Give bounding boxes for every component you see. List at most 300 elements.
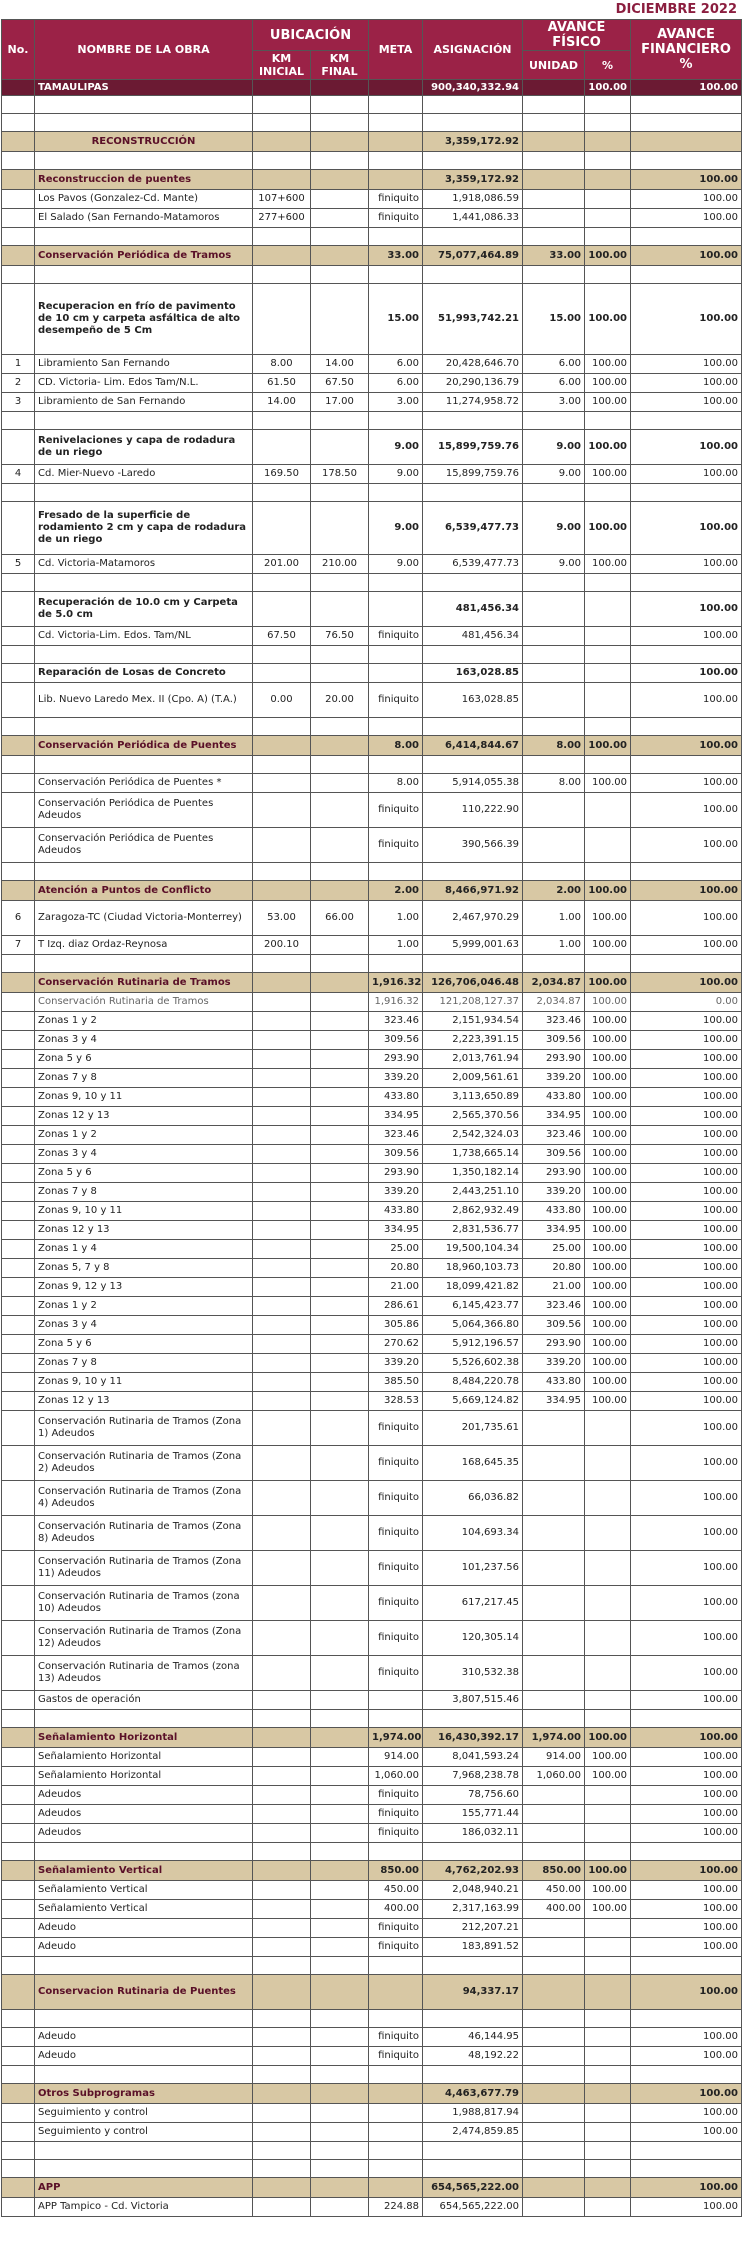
avance-financiero-cell: 100.00	[631, 1031, 742, 1050]
asignacion-cell: 6,539,477.73	[423, 502, 523, 555]
avance-pct-cell: 100.00	[585, 80, 631, 96]
row-number-cell: 5	[2, 555, 35, 574]
avance-pct-cell: 100.00	[585, 374, 631, 393]
table-row	[2, 430, 742, 465]
avance-unidad-cell: 8.00	[523, 774, 585, 793]
km-inicial-cell	[253, 430, 311, 465]
row-number-cell	[2, 1183, 35, 1202]
km-inicial-cell: 107+600	[253, 190, 311, 209]
work-name-cell: Reparación de Losas de Concreto	[35, 664, 253, 683]
avance-pct-cell	[585, 266, 631, 284]
row-number-cell	[2, 973, 35, 993]
spacer-row	[2, 718, 742, 736]
km-final-cell	[311, 1919, 369, 1938]
row-number-cell	[2, 2028, 35, 2047]
work-name-cell	[35, 2066, 253, 2084]
km-inicial-cell: 0.00	[253, 683, 311, 718]
avance-pct-cell: 100.00	[585, 1107, 631, 1126]
work-name-cell: Señalamiento Vertical	[35, 1861, 253, 1881]
table-row	[2, 1900, 742, 1919]
work-name-cell: Gastos de operación	[35, 1691, 253, 1710]
avance-financiero-cell: 100.00	[631, 1824, 742, 1843]
meta-cell: 293.90	[369, 1050, 423, 1069]
km-final-cell	[311, 1481, 369, 1516]
km-final-cell	[311, 1183, 369, 1202]
table-row	[2, 355, 742, 374]
meta-cell: finiquito	[369, 1411, 423, 1446]
works-table	[1, 19, 742, 2217]
avance-financiero-cell: 100.00	[631, 1767, 742, 1786]
km-final-cell	[311, 1031, 369, 1050]
avance-financiero-cell: 100.00	[631, 793, 742, 828]
avance-financiero-cell: 100.00	[631, 1881, 742, 1900]
km-inicial-cell	[253, 1786, 311, 1805]
work-name-cell	[35, 756, 253, 774]
work-name-cell: Zaragoza-TC (Ciudad Victoria-Monterrey)	[35, 901, 253, 936]
km-final-cell	[311, 1335, 369, 1354]
work-name-cell	[35, 863, 253, 881]
km-inicial-cell	[253, 152, 311, 170]
avance-unidad-cell	[523, 863, 585, 881]
avance-financiero-cell: 100.00	[631, 592, 742, 627]
km-inicial-cell	[253, 1183, 311, 1202]
meta-cell	[369, 2084, 423, 2104]
meta-cell	[369, 2142, 423, 2160]
avance-unidad-cell	[523, 266, 585, 284]
work-name-cell: Zonas 12 y 13	[35, 1107, 253, 1126]
avance-unidad-cell	[523, 1710, 585, 1728]
avance-pct-cell	[585, 2066, 631, 2084]
km-inicial-cell	[253, 80, 311, 96]
km-inicial-cell: 277+600	[253, 209, 311, 228]
km-inicial-cell	[253, 1031, 311, 1050]
row-number-cell	[2, 1728, 35, 1748]
section-row	[2, 973, 742, 993]
asignacion-cell	[423, 574, 523, 592]
meta-cell	[369, 266, 423, 284]
avance-pct-cell	[585, 114, 631, 132]
meta-cell: 224.88	[369, 2198, 423, 2217]
avance-unidad-cell: 9.00	[523, 430, 585, 465]
spacer-row	[2, 2160, 742, 2178]
meta-cell: 270.62	[369, 1335, 423, 1354]
avance-financiero-cell: 100.00	[631, 664, 742, 683]
asignacion-cell: 6,414,844.67	[423, 736, 523, 756]
asignacion-cell: 654,565,222.00	[423, 2178, 523, 2198]
km-inicial-cell	[253, 955, 311, 973]
km-final-cell	[311, 2178, 369, 2198]
meta-cell: 2.00	[369, 881, 423, 901]
km-inicial-cell	[253, 1107, 311, 1126]
work-name-cell: Zonas 9, 10 y 11	[35, 1373, 253, 1392]
avance-unidad-cell	[523, 2142, 585, 2160]
avance-pct-cell: 100.00	[585, 973, 631, 993]
avance-financiero-cell: 0.00	[631, 993, 742, 1012]
meta-cell: 6.00	[369, 355, 423, 374]
avance-unidad-cell	[523, 170, 585, 190]
km-final-cell	[311, 1728, 369, 1748]
avance-unidad-cell	[523, 1586, 585, 1621]
work-name-cell: Zonas 1 y 2	[35, 1297, 253, 1316]
meta-cell: 3.00	[369, 393, 423, 412]
avance-unidad-cell	[523, 2047, 585, 2066]
km-inicial-cell	[253, 1240, 311, 1259]
work-name-cell	[35, 2160, 253, 2178]
avance-unidad-cell	[523, 484, 585, 502]
km-final-cell	[311, 1767, 369, 1786]
work-name-cell: Señalamiento Vertical	[35, 1900, 253, 1919]
asignacion-cell: 20,428,646.70	[423, 355, 523, 374]
avance-pct-cell: 100.00	[585, 1126, 631, 1145]
avance-unidad-cell	[523, 2084, 585, 2104]
avance-pct-cell: 100.00	[585, 1881, 631, 1900]
km-final-cell	[311, 1957, 369, 1975]
km-inicial-cell: 67.50	[253, 627, 311, 646]
work-name-cell: Conservación Rutinaria de Tramos (zona 13) Adeudos	[35, 1656, 253, 1691]
avance-pct-cell	[585, 96, 631, 114]
km-inicial-cell	[253, 1881, 311, 1900]
km-inicial-cell	[253, 1938, 311, 1957]
avance-pct-cell: 100.00	[585, 1373, 631, 1392]
avance-financiero-cell: 100.00	[631, 1050, 742, 1069]
work-name-cell: Zonas 1 y 2	[35, 1012, 253, 1031]
km-inicial-cell	[253, 2142, 311, 2160]
header-km-inicial: KM INICIAL	[253, 51, 311, 80]
row-number-cell	[2, 1748, 35, 1767]
asignacion-cell: 2,223,391.15	[423, 1031, 523, 1050]
meta-cell: 339.20	[369, 1354, 423, 1373]
avance-pct-cell	[585, 1957, 631, 1975]
km-final-cell	[311, 2104, 369, 2123]
row-number-cell	[2, 152, 35, 170]
avance-financiero-cell: 100.00	[631, 465, 742, 484]
asignacion-cell: 163,028.85	[423, 683, 523, 718]
table-row	[2, 1354, 742, 1373]
asignacion-cell: 8,041,593.24	[423, 1748, 523, 1767]
avance-financiero-cell: 100.00	[631, 1516, 742, 1551]
km-final-cell	[311, 1221, 369, 1240]
row-number-cell	[2, 574, 35, 592]
km-final-cell	[311, 430, 369, 465]
avance-financiero-cell	[631, 863, 742, 881]
work-name-cell: Conservación Periódica de Puentes Adeudos	[35, 828, 253, 863]
row-number-cell	[2, 1481, 35, 1516]
row-number-cell	[2, 484, 35, 502]
avance-pct-cell	[585, 2142, 631, 2160]
work-name-cell: APP	[35, 2178, 253, 2198]
km-final-cell	[311, 1145, 369, 1164]
meta-cell: 323.46	[369, 1126, 423, 1145]
km-inicial-cell	[253, 502, 311, 555]
section-row	[2, 2084, 742, 2104]
work-name-cell: Zonas 3 y 4	[35, 1031, 253, 1050]
km-inicial-cell	[253, 1691, 311, 1710]
work-name-cell	[35, 2142, 253, 2160]
asignacion-cell: 186,032.11	[423, 1824, 523, 1843]
km-final-cell	[311, 132, 369, 152]
km-inicial-cell	[253, 863, 311, 881]
table-row	[2, 1516, 742, 1551]
meta-cell	[369, 80, 423, 96]
table-row	[2, 1586, 742, 1621]
avance-pct-cell	[585, 2160, 631, 2178]
avance-unidad-cell	[523, 96, 585, 114]
meta-cell	[369, 2104, 423, 2123]
avance-pct-cell	[585, 2084, 631, 2104]
km-inicial-cell	[253, 1069, 311, 1088]
row-number-cell	[2, 664, 35, 683]
spacer-row	[2, 1957, 742, 1975]
work-name-cell: Recuperación de 10.0 cm y Carpeta de 5.0 cm	[35, 592, 253, 627]
avance-pct-cell	[585, 2178, 631, 2198]
row-number-cell	[2, 1012, 35, 1031]
row-number-cell	[2, 1900, 35, 1919]
work-name-cell	[35, 1957, 253, 1975]
km-inicial-cell	[253, 2084, 311, 2104]
table-row	[2, 1411, 742, 1446]
km-final-cell	[311, 1881, 369, 1900]
km-final-cell	[311, 2123, 369, 2142]
asignacion-cell: 481,456.34	[423, 592, 523, 627]
work-name-cell: Señalamiento Horizontal	[35, 1728, 253, 1748]
avance-pct-cell: 100.00	[585, 1031, 631, 1050]
meta-cell: 33.00	[369, 246, 423, 266]
avance-pct-cell	[585, 1446, 631, 1481]
asignacion-cell: 3,113,650.89	[423, 1088, 523, 1107]
meta-cell	[369, 96, 423, 114]
work-name-cell	[35, 574, 253, 592]
km-inicial-cell	[253, 2160, 311, 2178]
meta-cell: finiquito	[369, 1656, 423, 1691]
km-final-cell: 67.50	[311, 374, 369, 393]
km-final-cell	[311, 1551, 369, 1586]
work-name-cell: Fresado de la superficie de rodamiento 2 cm y capa de rodadura de un riego	[35, 502, 253, 555]
avance-financiero-cell: 100.00	[631, 1919, 742, 1938]
avance-financiero-cell: 100.00	[631, 190, 742, 209]
table-row	[2, 627, 742, 646]
avance-financiero-cell: 100.00	[631, 1786, 742, 1805]
asignacion-cell: 3,807,515.46	[423, 1691, 523, 1710]
avance-financiero-cell: 100.00	[631, 1164, 742, 1183]
avance-financiero-cell: 100.00	[631, 2178, 742, 2198]
work-name-cell: Reconstruccion de puentes	[35, 170, 253, 190]
section-row	[2, 881, 742, 901]
avance-financiero-cell: 100.00	[631, 1938, 742, 1957]
km-final-cell	[311, 828, 369, 863]
avance-unidad-cell	[523, 1481, 585, 1516]
asignacion-cell: 15,899,759.76	[423, 465, 523, 484]
asignacion-cell: 5,669,124.82	[423, 1392, 523, 1411]
avance-financiero-cell: 100.00	[631, 1621, 742, 1656]
spacer-row	[2, 955, 742, 973]
avance-pct-cell: 100.00	[585, 502, 631, 555]
avance-unidad-cell: 309.56	[523, 1145, 585, 1164]
work-name-cell: Libramiento de San Fernando	[35, 393, 253, 412]
asignacion-cell: 1,350,182.14	[423, 1164, 523, 1183]
km-final-cell	[311, 1748, 369, 1767]
avance-unidad-cell: 1.00	[523, 901, 585, 936]
meta-cell: 339.20	[369, 1069, 423, 1088]
spacer-row	[2, 412, 742, 430]
work-name-cell: El Salado (San Fernando-Matamoros	[35, 209, 253, 228]
avance-pct-cell	[585, 170, 631, 190]
avance-financiero-cell: 100.00	[631, 1107, 742, 1126]
km-inicial-cell	[253, 1551, 311, 1586]
km-final-cell	[311, 1297, 369, 1316]
asignacion-cell: 19,500,104.34	[423, 1240, 523, 1259]
km-inicial-cell	[253, 1975, 311, 2010]
km-inicial-cell	[253, 246, 311, 266]
avance-financiero-cell	[631, 266, 742, 284]
asignacion-cell: 168,645.35	[423, 1446, 523, 1481]
asignacion-cell: 4,762,202.93	[423, 1861, 523, 1881]
work-name-cell	[35, 96, 253, 114]
row-number-cell	[2, 132, 35, 152]
km-inicial-cell	[253, 1586, 311, 1621]
km-final-cell	[311, 1843, 369, 1861]
km-final-cell	[311, 114, 369, 132]
work-name-cell: Atención a Puntos de Conflicto	[35, 881, 253, 901]
km-final-cell	[311, 1621, 369, 1656]
avance-financiero-cell: 100.00	[631, 430, 742, 465]
avance-financiero-cell: 100.00	[631, 1259, 742, 1278]
row-number-cell: 1	[2, 355, 35, 374]
avance-unidad-cell: 9.00	[523, 502, 585, 555]
row-number-cell	[2, 1411, 35, 1446]
work-name-cell	[35, 228, 253, 246]
avance-financiero-cell: 100.00	[631, 1316, 742, 1335]
km-final-cell: 178.50	[311, 465, 369, 484]
avance-financiero-cell	[631, 412, 742, 430]
meta-cell: 323.46	[369, 1012, 423, 1031]
meta-cell	[369, 132, 423, 152]
km-final-cell	[311, 2028, 369, 2047]
row-number-cell	[2, 718, 35, 736]
km-inicial-cell	[253, 756, 311, 774]
meta-cell: 15.00	[369, 284, 423, 355]
work-name-cell: Zonas 7 y 8	[35, 1354, 253, 1373]
avance-pct-cell	[585, 1691, 631, 1710]
avance-financiero-cell: 100.00	[631, 1481, 742, 1516]
meta-cell: 9.00	[369, 465, 423, 484]
spacer-row	[2, 756, 742, 774]
avance-unidad-cell	[523, 1621, 585, 1656]
table-row	[2, 1221, 742, 1240]
table-row	[2, 1786, 742, 1805]
asignacion-cell: 66,036.82	[423, 1481, 523, 1516]
meta-cell: 328.53	[369, 1392, 423, 1411]
row-number-cell	[2, 2047, 35, 2066]
row-number-cell	[2, 1767, 35, 1786]
table-row	[2, 1259, 742, 1278]
row-number-cell	[2, 1031, 35, 1050]
km-inicial-cell	[253, 1050, 311, 1069]
avance-unidad-cell	[523, 1516, 585, 1551]
avance-pct-cell	[585, 1975, 631, 2010]
meta-cell: 309.56	[369, 1031, 423, 1050]
row-number-cell	[2, 114, 35, 132]
work-name-cell: Seguimiento y control	[35, 2104, 253, 2123]
avance-unidad-cell	[523, 1843, 585, 1861]
avance-pct-cell	[585, 2104, 631, 2123]
meta-cell: finiquito	[369, 1786, 423, 1805]
meta-cell	[369, 2160, 423, 2178]
avance-pct-cell	[585, 664, 631, 683]
table-row	[2, 828, 742, 863]
meta-cell: finiquito	[369, 1551, 423, 1586]
avance-financiero-cell	[631, 2142, 742, 2160]
avance-pct-cell: 100.00	[585, 284, 631, 355]
work-name-cell	[35, 646, 253, 664]
km-inicial-cell	[253, 1957, 311, 1975]
km-final-cell	[311, 1316, 369, 1335]
row-number-cell	[2, 502, 35, 555]
avance-financiero-cell: 100.00	[631, 2047, 742, 2066]
km-inicial-cell	[253, 828, 311, 863]
meta-cell: 20.80	[369, 1259, 423, 1278]
asignacion-cell: 5,912,196.57	[423, 1335, 523, 1354]
avance-unidad-cell	[523, 1551, 585, 1586]
km-inicial-cell	[253, 1411, 311, 1446]
avance-financiero-cell: 100.00	[631, 1297, 742, 1316]
avance-pct-cell	[585, 2028, 631, 2047]
meta-cell: 339.20	[369, 1183, 423, 1202]
avance-financiero-cell: 100.00	[631, 901, 742, 936]
km-final-cell	[311, 1938, 369, 1957]
avance-unidad-cell: 339.20	[523, 1354, 585, 1373]
work-name-cell	[35, 152, 253, 170]
work-name-cell: APP Tampico - Cd. Victoria	[35, 2198, 253, 2217]
meta-cell	[369, 2123, 423, 2142]
asignacion-cell: 2,048,940.21	[423, 1881, 523, 1900]
row-number-cell	[2, 2160, 35, 2178]
table-row	[2, 664, 742, 683]
avance-pct-cell	[585, 863, 631, 881]
table-row	[2, 209, 742, 228]
avance-financiero-cell	[631, 1843, 742, 1861]
asignacion-cell: 201,735.61	[423, 1411, 523, 1446]
avance-pct-cell	[585, 646, 631, 664]
km-inicial-cell	[253, 1481, 311, 1516]
avance-unidad-cell	[523, 1691, 585, 1710]
asignacion-cell	[423, 2160, 523, 2178]
km-inicial-cell	[253, 993, 311, 1012]
meta-cell: finiquito	[369, 683, 423, 718]
avance-unidad-cell: 334.95	[523, 1107, 585, 1126]
table-row	[2, 1938, 742, 1957]
avance-unidad-cell: 433.80	[523, 1202, 585, 1221]
meta-cell: 433.80	[369, 1088, 423, 1107]
table-row	[2, 1824, 742, 1843]
work-name-cell: Conservación Rutinaria de Tramos (Zona 2) Adeudos	[35, 1446, 253, 1481]
avance-unidad-cell	[523, 646, 585, 664]
work-name-cell: Conservación Periódica de Puentes *	[35, 774, 253, 793]
km-inicial-cell	[253, 646, 311, 664]
km-final-cell	[311, 664, 369, 683]
row-number-cell	[2, 190, 35, 209]
avance-pct-cell	[585, 1786, 631, 1805]
row-number-cell	[2, 2066, 35, 2084]
avance-pct-cell: 100.00	[585, 1392, 631, 1411]
km-final-cell	[311, 1259, 369, 1278]
meta-cell: 286.61	[369, 1297, 423, 1316]
avance-unidad-cell	[523, 209, 585, 228]
meta-cell: 334.95	[369, 1221, 423, 1240]
meta-cell: 850.00	[369, 1861, 423, 1881]
km-final-cell	[311, 2160, 369, 2178]
avance-unidad-cell: 334.95	[523, 1392, 585, 1411]
row-number-cell	[2, 1221, 35, 1240]
